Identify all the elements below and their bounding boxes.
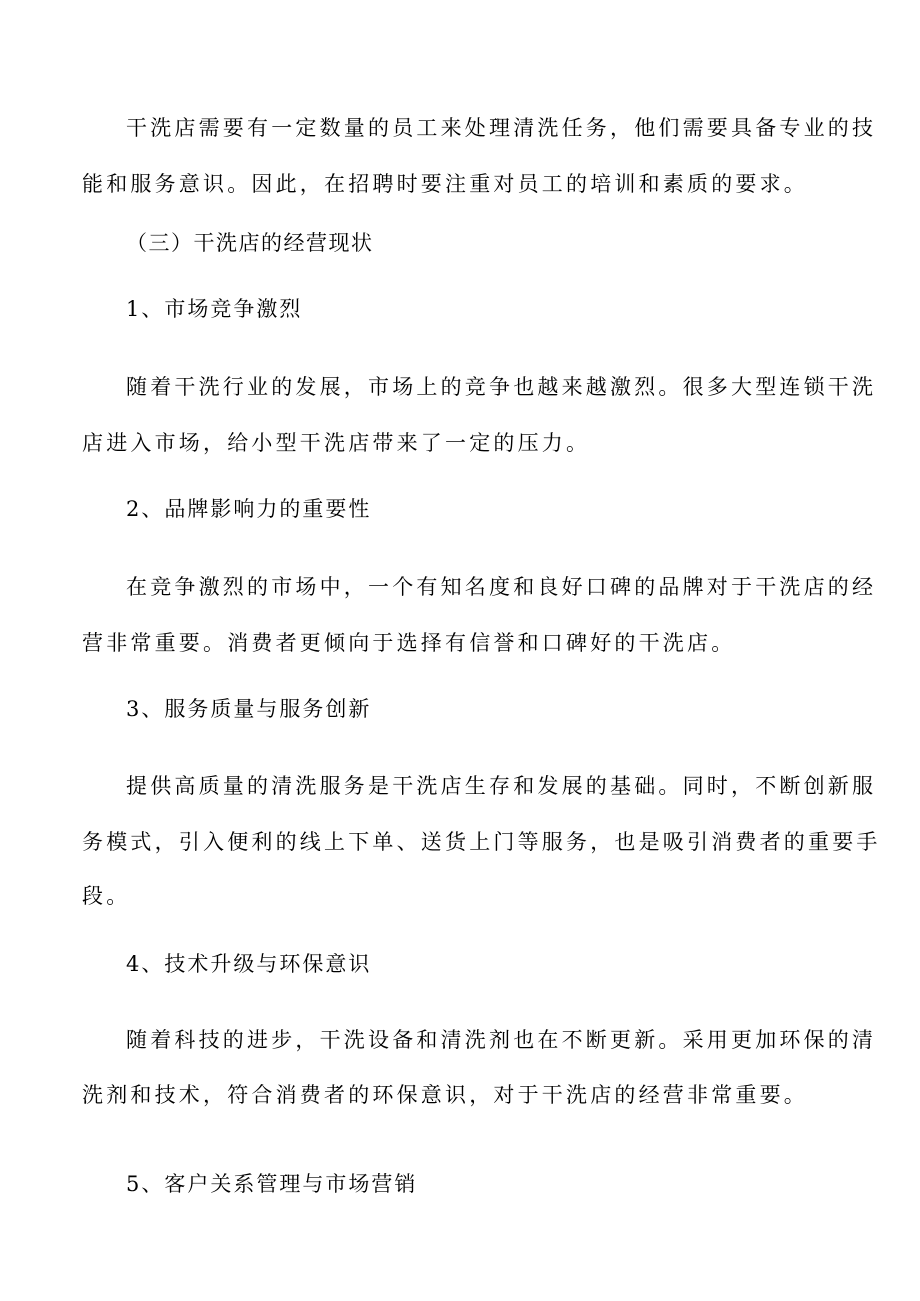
section-heading: （三）干洗店的经营现状: [126, 231, 374, 255]
paragraph-2-line-2: 营非常重要。消费者更倾向于选择有信誉和口碑好的干洗店。: [82, 631, 736, 655]
subheading-2: 2、品牌影响力的重要性: [126, 497, 372, 521]
paragraph-3-line-1: 提供高质量的清洗服务是干洗店生存和发展的基础。同时，不断创新服: [126, 774, 877, 798]
subheading-5: 5、客户关系管理与市场营销: [126, 1172, 418, 1196]
paragraph-2-line-1: 在竞争激烈的市场中，一个有知名度和良好口碑的品牌对于干洗店的经: [126, 575, 877, 599]
paragraph-4-line-2: 洗剂和技术，符合消费者的环保意识，对于干洗店的经营非常重要。: [82, 1083, 808, 1107]
paragraph-1-line-2: 店进入市场，给小型干洗店带来了一定的压力。: [82, 431, 591, 455]
paragraph-staffing-line-1: 干洗店需要有一定数量的员工来处理清洗任务，他们需要具备专业的技: [126, 116, 877, 140]
subheading-3: 3、服务质量与服务创新: [126, 697, 372, 721]
subheading-1: 1、市场竞争激烈: [126, 297, 303, 321]
paragraph-staffing-line-2: 能和服务意识。因此，在招聘时要注重对员工的培训和素质的要求。: [82, 172, 808, 196]
paragraph-3-line-3: 段。: [82, 884, 131, 908]
paragraph-4-line-1: 随着科技的进步，干洗设备和清洗剂也在不断更新。采用更加环保的清: [126, 1028, 877, 1052]
paragraph-1-line-1: 随着干洗行业的发展，市场上的竞争也越来越激烈。很多大型连锁干洗: [126, 375, 877, 399]
subheading-4: 4、技术升级与环保意识: [126, 952, 372, 976]
paragraph-3-line-2: 务模式，引入便利的线上下单、送货上门等服务，也是吸引消费者的重要手: [82, 830, 881, 854]
